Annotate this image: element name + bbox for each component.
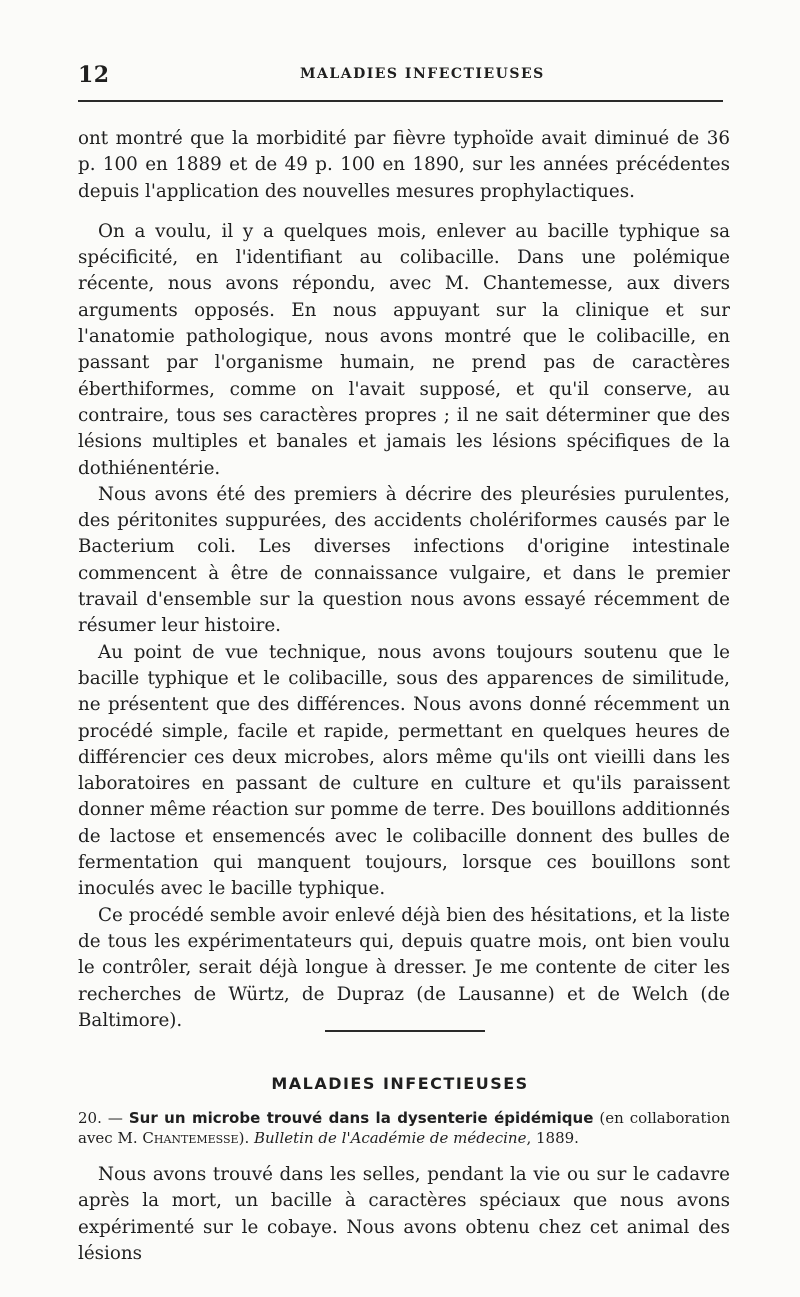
entry-journal: Bulletin de l'Académie de médecine — [254, 1129, 527, 1147]
paragraph-continuation: ont montré que la morbidité par fièvre typhoïde avait diminué de 36 p. 100 en 1889 et de 49 p. 100 en 1890, sur les années précédentes depuis l'application des nouvelles mesures prophylactiques. — [78, 128, 730, 202]
paragraph-dysenterie: Nous avons trouvé dans les selles, pendant la vie ou sur le cadavre après la mort, un bacille à caractères spéciaux que nous avons expérimenté sur le cobaye. Nous avons obtenu chez cet animal des lésions — [78, 1164, 730, 1264]
bibliography-entry — [78, 1108, 730, 1148]
section-divider — [325, 1030, 485, 1032]
paragraph-procede: Ce procédé semble avoir enlevé déjà bien des hésitations, et la liste de tous les expérimentateurs qui, depuis quatre mois, ont bien voulu le contrôler, serait déjà longue à dresser. Je me contente de citer les recherches de Würtz, de Dupraz (de Lausanne) et de Welch (de Baltimore). — [78, 904, 730, 1031]
entry-collaborator: Chantemesse — [142, 1129, 239, 1147]
paragraph-point-technique: Au point de vue technique, nous avons toujours soutenu que le bacille typhique et le colibacille, sous des apparences de similitude, ne présentent que des différences. Nous avons donné récemment un procédé simple, facile et rapide, permettant en quelques heures de différencier ces deux microbes, alors même qu'ils ont vieilli dans les laboratoires en passant de culture en culture et qu'ils paraissent donner même réaction sur pomme de terre. Des bouillons additionnés de lactose et ensemencés avec le colibacille donnent des bulles de fermentation qui manquent toujours, lorsque ces bouillons sont inoculés avec le bacille typhique. — [78, 641, 730, 900]
entry-number: 20. — — [78, 1109, 123, 1127]
body-text — [78, 126, 730, 1034]
entry-year: , 1889. — [526, 1129, 579, 1147]
entry-title: Sur un microbe trouvé dans la dysenterie épidémique — [128, 1109, 594, 1127]
section-heading: MALADIES INFECTIEUSES — [271, 1074, 529, 1093]
page-number: 12 — [78, 62, 110, 88]
paragraph-bacille-specificite: On a voulu, il y a quelques mois, enlever au bacille typhique sa spécificité, en l'identifiant au colibacille. Dans une polémique récente, nous avons répondu, avec M. Chantemesse, aux divers arguments opposés. En nous appuyant sur la clinique et sur l'anatomie pathologique, nous avons montré que le colibacille, en passant par l'organisme humain, ne prend pas de caractères éberthiformes, comme on l'avait supposé, et qu'il conserve, au contraire, tous ses caractères propres ; il ne sait déterminer que des lésions multiples et banales et jamais les lésions spécifiques de la dothiénentérie. — [78, 220, 730, 479]
page-header — [78, 62, 723, 86]
entry-collab-suffix: ). — [238, 1129, 250, 1147]
paragraph-bacterium-coli: Nous avons été des premiers à décrire des pleurésies purulentes, des péritonites suppurées, des accidents cholériformes causés par le Bacterium coli. Les diverses infections d'origine intestinale commencent à être de connaissance vulgaire, et dans le premier travail d'ensemble sur la question nous avons essayé récemment de résumer leur histoire. — [78, 483, 730, 637]
header-rule — [78, 100, 723, 102]
running-title: MALADIES INFECTIEUSES — [300, 66, 545, 82]
entry-collab-prefix: (en collaboration avec M. — [78, 1109, 731, 1147]
entry-description — [78, 1162, 730, 1267]
